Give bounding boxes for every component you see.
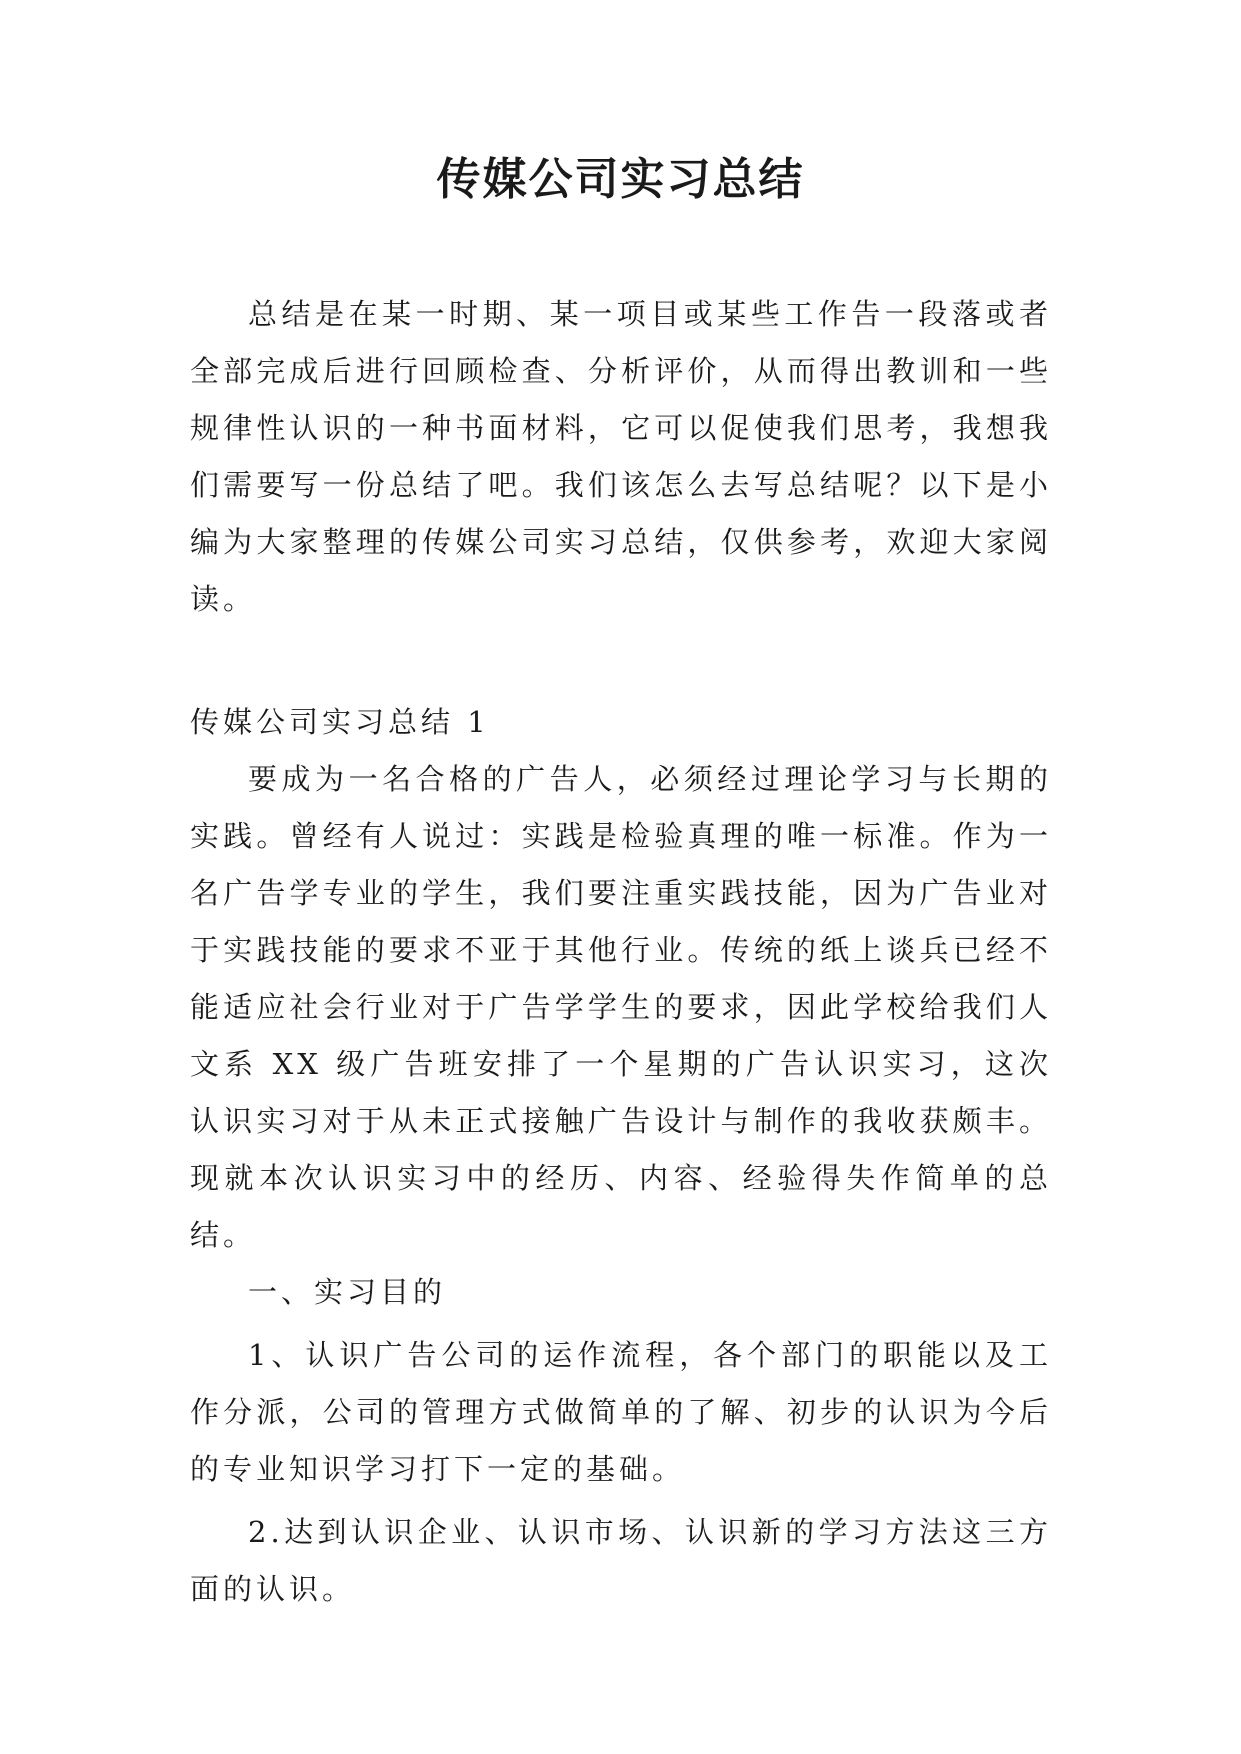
subheading-purpose: 一、实习目的 [248,1275,447,1309]
section-heading: 传媒公司实习总结 1 [190,705,490,739]
intro-block [190,286,1052,628]
document-title: 传媒公司实习总结 [436,154,805,205]
body-paragraph: 1、认识广告公司的运作流程，各个部门的职能以及工作分派，公司的管理方式做简单的了解、初步的认识为今后的专业知识学习打下一定的基础。 [190,1338,1052,1486]
body-paragraph: 要成为一名合格的广告人，必须经过理论学习与长期的实践。曾经有人说过：实践是检验真理的唯一标准。作为一名广告学专业的学生，我们要注重实践技能，因为广告业对于实践技能的要求不亚于其他行业。传统的纸上谈兵已经不能适应社会行业对于广告学学生的要求，因此学校给我们人文系 XX 级广告班安排了一个星期的广告认识实习，这次认识实习对于从未正式接触广告设计与制作的我收获颇丰。现就本次认识实习中的经历、内容、经验得失作简单的总结。 [190,762,1052,1252]
section-block [190,694,1052,1618]
intro-paragraph: 总结是在某一时期、某一项目或某些工作告一段落或者全部完成后进行回顾检查、分析评价，从而得出教训和一些规律性认识的一种书面材料，它可以促使我们思考，我想我们需要写一份总结了吧。我们该怎么去写总结呢？以下是小编为大家整理的传媒公司实习总结，仅供参考，欢迎大家阅读。 [190,297,1052,616]
body-paragraph: 2.达到认识企业、认识市场、认识新的学习方法这三方面的认识。 [190,1515,1052,1606]
